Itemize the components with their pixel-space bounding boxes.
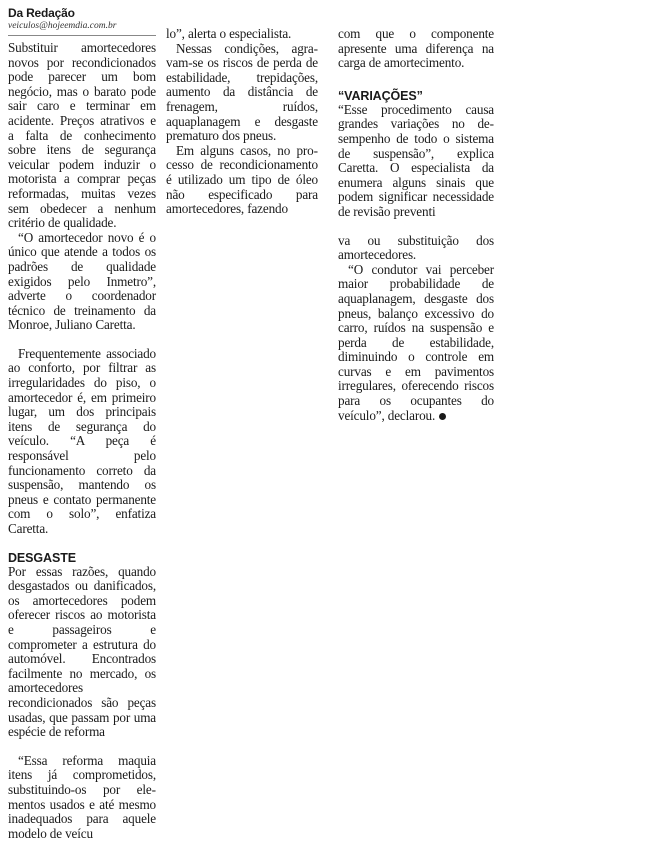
paragraph: Nessas condições, agravam-se os riscos de perda de estabilidade, trepidações, aumento da distância de frenagem, ruídos, aquaplanagem e desgaste prematuro dos pneus. bbox=[166, 40, 318, 144]
byline-author: Da Redação bbox=[8, 6, 75, 20]
column-3 bbox=[338, 27, 494, 423]
paragraph: Frequentemente associado ao conforto, por filtrar as irregularidades do piso, o amortecedor é, em primeiro lugar, um dos principais itens de segurança do veículo. “A peça é responsável pelo funcionamento correto da suspensão, mantendo os pneus e contato permanente com o solo”, enfatiza Caretta. bbox=[8, 345, 156, 536]
paragraph: lo”, alerta o especialista. bbox=[166, 26, 292, 41]
byline bbox=[8, 6, 156, 36]
paragraph: Por essas razões, quando desgastados ou danificados, os amortecedores podem oferecer riscos ao motorista e passageiros e comprometer a estrutura do automóvel. Encontrados facilmente no mercado, os amortecedores recondicionados são peças usadas, que passam por uma espécie de reforma bbox=[8, 563, 156, 740]
paragraph: Substituir amortecedores novos por recondicionados pode parecer um bom negócio, mas o barato pode sair caro e terminar em acidente. Preços atrativos e a falta de conhecimento sobre itens de segurança veicular podem induzir o motorista a comprar peças reformadas, muitas vezes sem obedecer a nenhum critério de qualidade. bbox=[8, 40, 156, 231]
paragraph-final-text: “O condutor vai perceber maior probabilidade de aquaplanagem, desgaste dos pneus, balanço excessivo do carro, ruídos na suspensão e perda de estabilidade, diminuindo o controle em curvas e em pavimentos irregulares, oferecendo riscos para os ocupantes do veículo”, declarou. bbox=[338, 261, 494, 423]
section-heading-desgaste: DESGASTE bbox=[8, 550, 76, 565]
paragraph: Em alguns casos, no processo de recondicionamento é utilizado um tipo de óleo não especificado para amortecedores, fazendo bbox=[166, 142, 318, 217]
paragraph: “Essa reforma maquia itens já comprometidos, substituindo-os por elementos usados e até mesmo inadequados para aquele modelo de veícu bbox=[8, 752, 156, 841]
paragraph: va ou substituição dos amortecedores. bbox=[338, 232, 494, 263]
section-heading-variacoes: “VARIAÇÕES” bbox=[338, 88, 423, 103]
paragraph-final bbox=[338, 263, 494, 424]
paragraph: com que o componente apresente uma diferença na carga de amortecimento. bbox=[338, 26, 494, 71]
paragraph: “O amortecedor novo é o único que atende a todos os padrões de qualidade exigidos pelo Inmetro”, adverte o coordenador técnico de treinamento da Monroe, Juliano Caretta. bbox=[8, 229, 156, 333]
end-of-article-icon bbox=[439, 413, 446, 420]
column-2 bbox=[166, 27, 318, 217]
byline-email[interactable]: veiculos@hojeemdia.com.br bbox=[8, 21, 117, 31]
column-1 bbox=[8, 0, 156, 841]
paragraph: “Esse procedimento causa grandes variações no desempenho de todo o sistema de suspensão”, explica Caretta. O especialista da enumera alguns sinais que podem significar necessidade de revisão preventi bbox=[338, 101, 494, 219]
